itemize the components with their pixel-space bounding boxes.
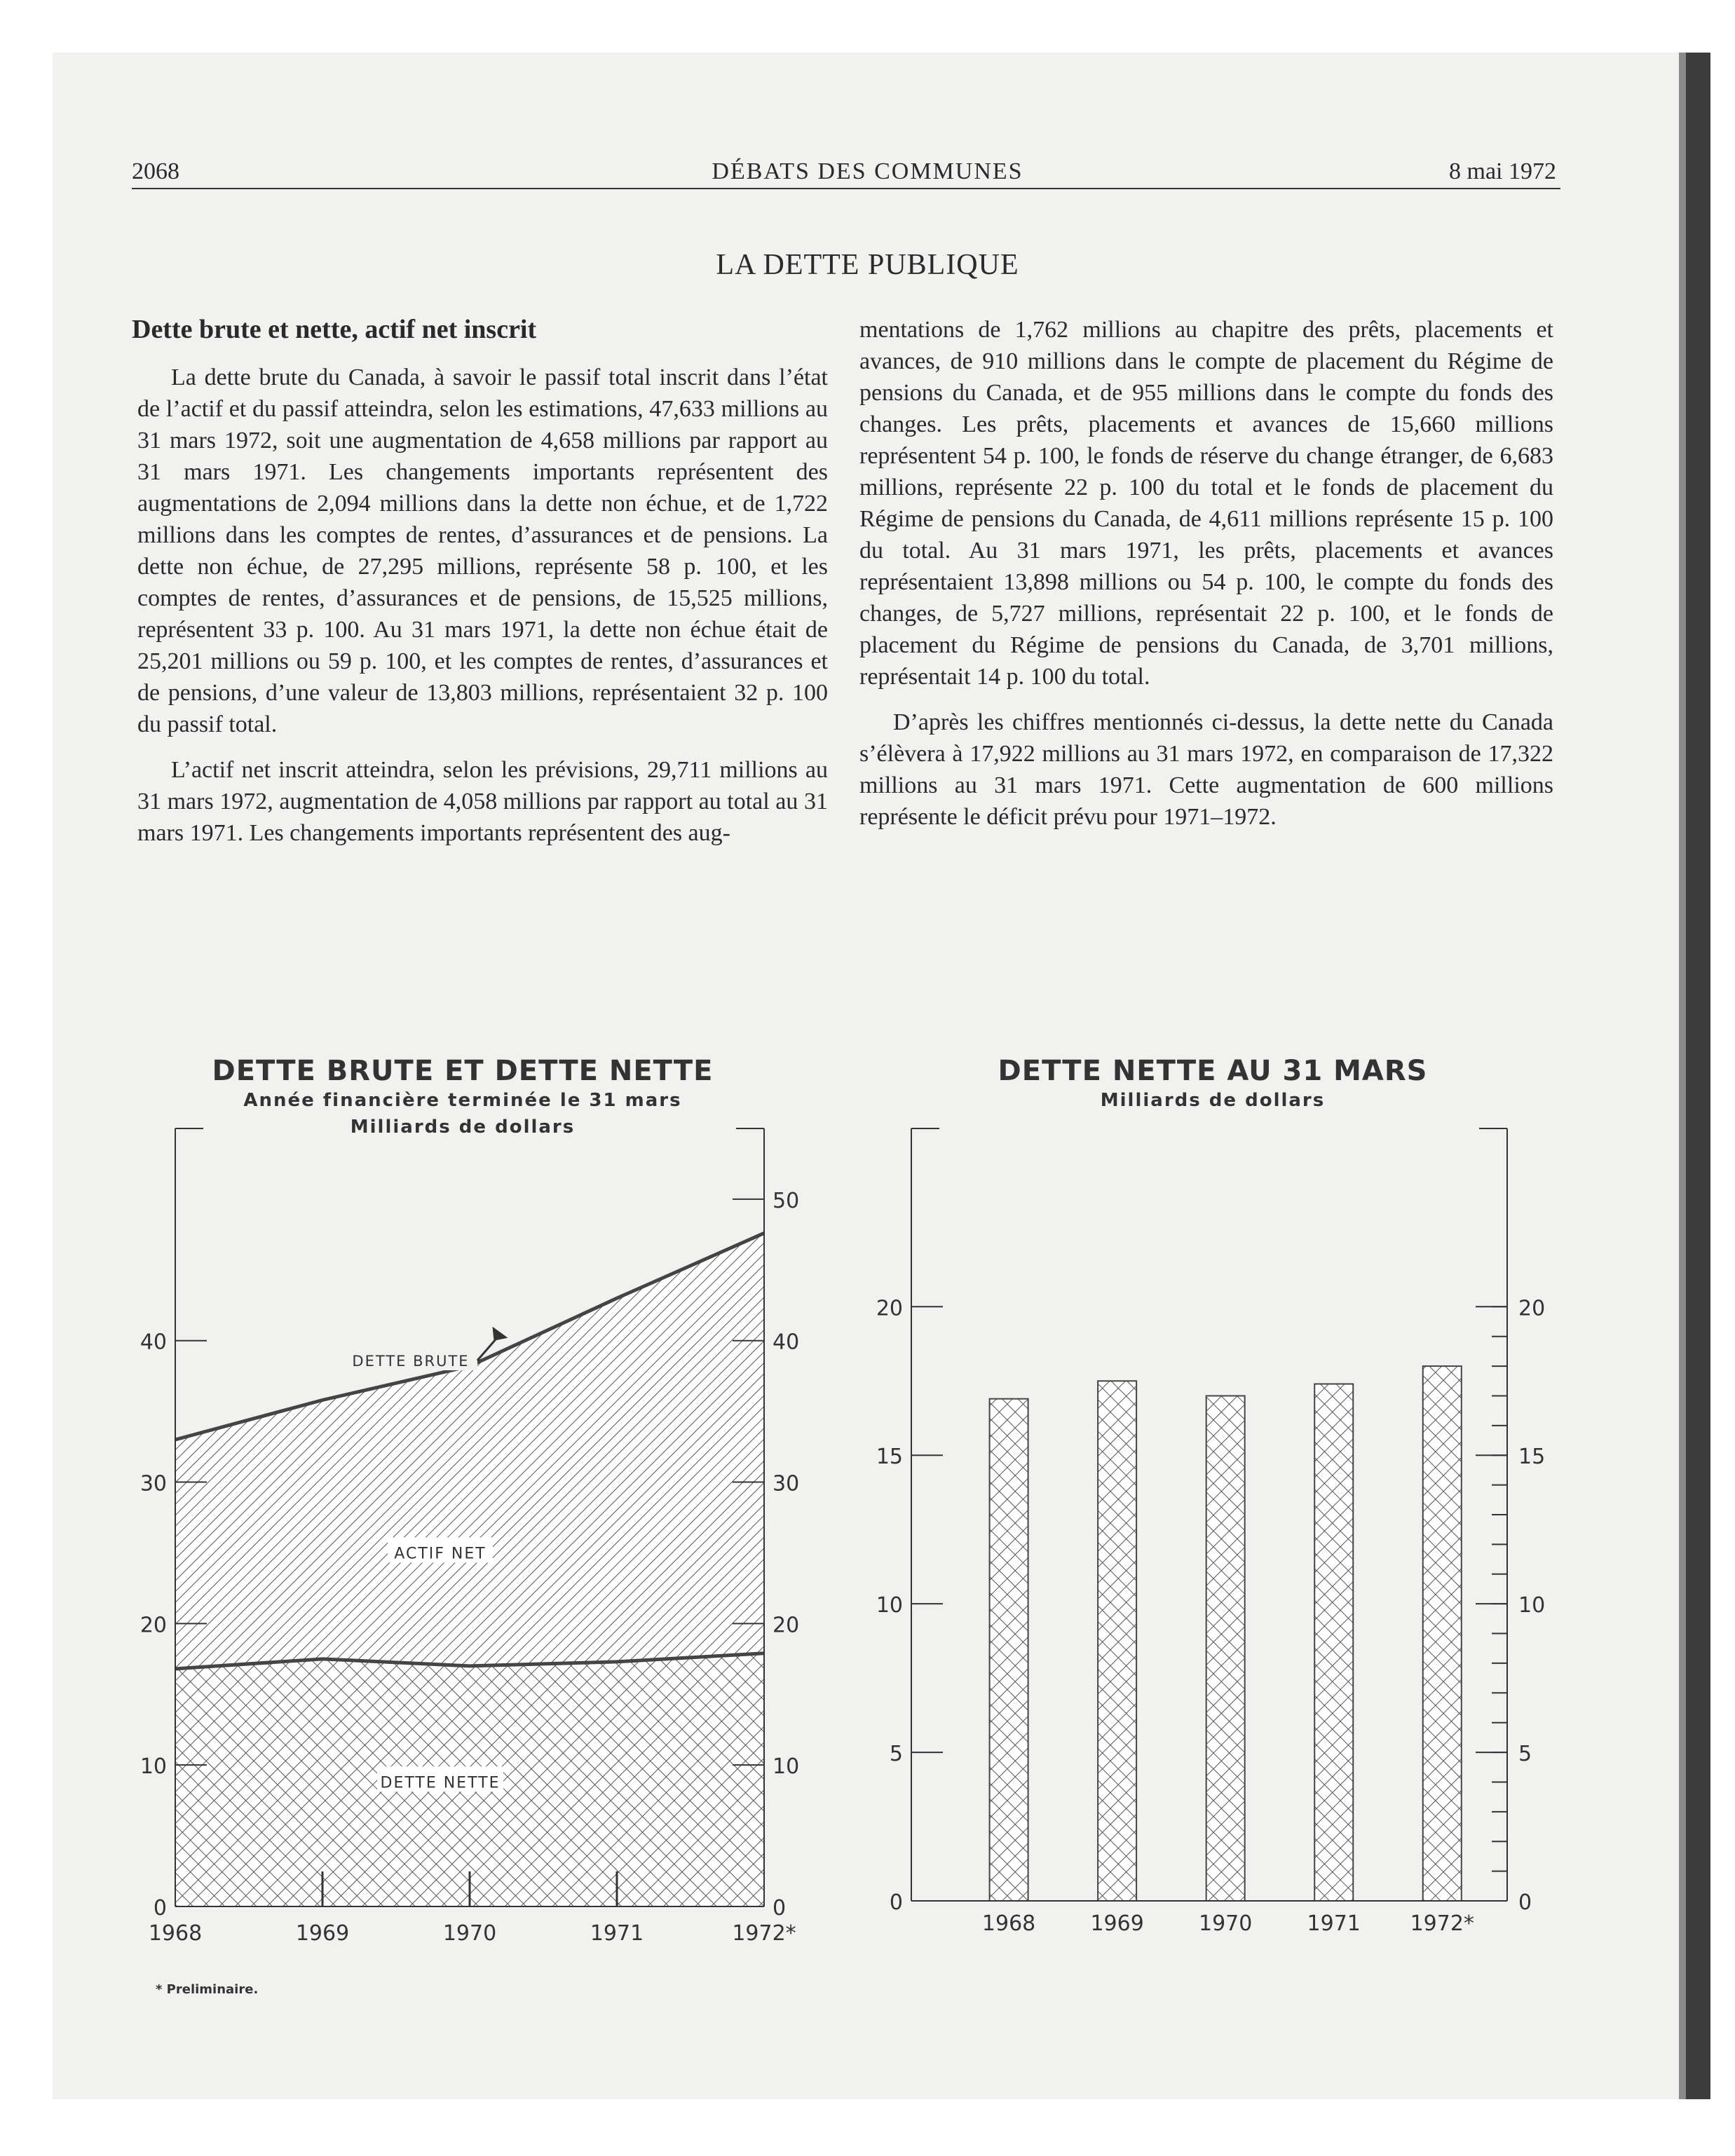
bar bbox=[1314, 1384, 1353, 1901]
paragraph: mentations de 1,762 millions au chapitre des prêts, placements et avances, de 910 millions dans le compte de placement du Régime de pensions du Canada, et de 955 millions dans le compte du fonds des changes. Les prêts, placements et avances de 15,660 millions représentent 54 p. 100, le fonds de réserve du change étranger, de 6,683 millions, représente 22 p. 100 du total et le fonds de placement du Régime de pensions du Canada, de 4,611 millions représente 15 p. 100 du total. Au 31 mars 1971, les prêts, placements et avances représentaient 13,898 millions ou 54 p. 100, le compte du fonds des changes, de 5,727 millions, représentait 22 p. 100, et le fonds de placement du Régime de pensions du Canada, de 3,701 millions, représentait 14 p. 100 du total. bbox=[859, 317, 1553, 690]
y-tick-label: 0 bbox=[153, 1896, 167, 1920]
x-tick-label: 1970 bbox=[1199, 1911, 1253, 1936]
y-tick-label: 0 bbox=[1518, 1890, 1532, 1915]
paragraph: L’actif net inscrit atteindra, selon les prévisions, 29,711 millions au 31 mars 1972, augmentation de 4,058 millions par rapport au total au 31 mars 1971. Les changements importants représentent des aug- bbox=[137, 757, 828, 846]
chart1-footnote: * Preliminaire. bbox=[156, 1982, 259, 1997]
bar bbox=[1206, 1396, 1245, 1901]
y-tick-label: 0 bbox=[889, 1890, 903, 1915]
chart1-ylabel: Milliards de dollars bbox=[350, 1117, 576, 1138]
bar bbox=[1423, 1366, 1462, 1901]
y-tick-label: 40 bbox=[140, 1330, 167, 1355]
paragraph: La dette brute du Canada, à savoir le passif total inscrit dans l’état de l’actif et du passif atteindra, selon les estimations, 47,633 millions au 31 mars 1972, soit une augmentation de 4,658 millions par rapport au 31 mars 1971. Les changements importants représentent des augmentations de 2,094 millions dans la dette non échue, et de 1,722 millions dans les comptes de rentes, d’assurances et de pensions. La dette non échue, de 27,295 millions, représente 58 p. 100, et les comptes de rentes, d’assurances et de pensions, de 15,525 millions, représentent 33 p. 100. Au 31 mars 1971, la dette non échue était de 25,201 millions ou 59 p. 100, et les comptes de rentes, d’assurances et de pensions, d’une valeur de 13,803 millions, représentaient 32 p. 100 du passif total. bbox=[137, 364, 828, 737]
publication-title: DÉBATS DES COMMUNES bbox=[712, 158, 1023, 184]
x-tick-label: 1972* bbox=[732, 1921, 796, 1946]
y-tick-label: 5 bbox=[1518, 1742, 1532, 1767]
area-label-actif-net: ACTIF NET bbox=[394, 1545, 487, 1563]
y-tick-label: 20 bbox=[773, 1613, 800, 1638]
page-number: 2068 bbox=[132, 158, 179, 184]
y-tick-label: 50 bbox=[773, 1188, 800, 1213]
y-tick-label: 20 bbox=[140, 1613, 167, 1638]
x-tick-label: 1972* bbox=[1410, 1911, 1474, 1936]
y-tick-label: 10 bbox=[876, 1593, 903, 1618]
area-label-dette-nette: DETTE NETTE bbox=[380, 1774, 501, 1792]
chart1-title: DETTE BRUTE ET DETTE NETTE bbox=[212, 1055, 714, 1087]
x-tick-label: 1971 bbox=[1307, 1911, 1361, 1936]
section-title: LA DETTE PUBLIQUE bbox=[716, 249, 1019, 281]
subheading: Dette brute et nette, actif net inscrit bbox=[132, 315, 537, 344]
y-tick-label: 20 bbox=[876, 1296, 903, 1321]
x-tick-label: 1970 bbox=[442, 1921, 497, 1946]
x-tick-label: 1968 bbox=[148, 1921, 203, 1946]
x-tick-label: 1969 bbox=[295, 1921, 350, 1946]
y-tick-label: 10 bbox=[773, 1754, 800, 1780]
bar bbox=[1098, 1381, 1136, 1901]
y-tick-label: 15 bbox=[876, 1445, 903, 1470]
y-tick-label: 5 bbox=[889, 1742, 903, 1767]
y-tick-label: 20 bbox=[1518, 1296, 1546, 1321]
annotation-dette-brute: DETTE BRUTE bbox=[352, 1353, 470, 1370]
x-tick-label: 1969 bbox=[1090, 1911, 1144, 1936]
y-tick-label: 40 bbox=[773, 1330, 800, 1355]
y-tick-label: 30 bbox=[140, 1471, 167, 1496]
paragraph: D’après les chiffres mentionnés ci-dessus, la dette nette du Canada s’élèvera à 17,922 millions au 31 mars 1972, en comparaison de 17,322 millions au 31 mars 1971. Cette augmentation de 600 millions représente le déficit prévu pour 1971–1972. bbox=[859, 709, 1553, 830]
chart1-subtitle: Année financière terminée le 31 mars bbox=[243, 1090, 682, 1111]
chart2-ylabel: Milliards de dollars bbox=[1100, 1090, 1326, 1111]
y-tick-label: 15 bbox=[1518, 1445, 1546, 1470]
annotation-arrow-head bbox=[493, 1327, 508, 1341]
y-tick-label: 10 bbox=[140, 1754, 167, 1780]
actif-net-area bbox=[175, 1233, 764, 1669]
y-tick-label: 0 bbox=[773, 1896, 787, 1920]
x-tick-label: 1971 bbox=[590, 1921, 644, 1946]
x-tick-label: 1968 bbox=[981, 1911, 1036, 1936]
y-tick-label: 30 bbox=[773, 1471, 800, 1496]
chart2-title: DETTE NETTE AU 31 MARS bbox=[998, 1055, 1428, 1087]
y-tick-label: 10 bbox=[1518, 1593, 1546, 1618]
issue-date: 8 mai 1972 bbox=[1449, 158, 1556, 184]
bar bbox=[990, 1399, 1028, 1901]
